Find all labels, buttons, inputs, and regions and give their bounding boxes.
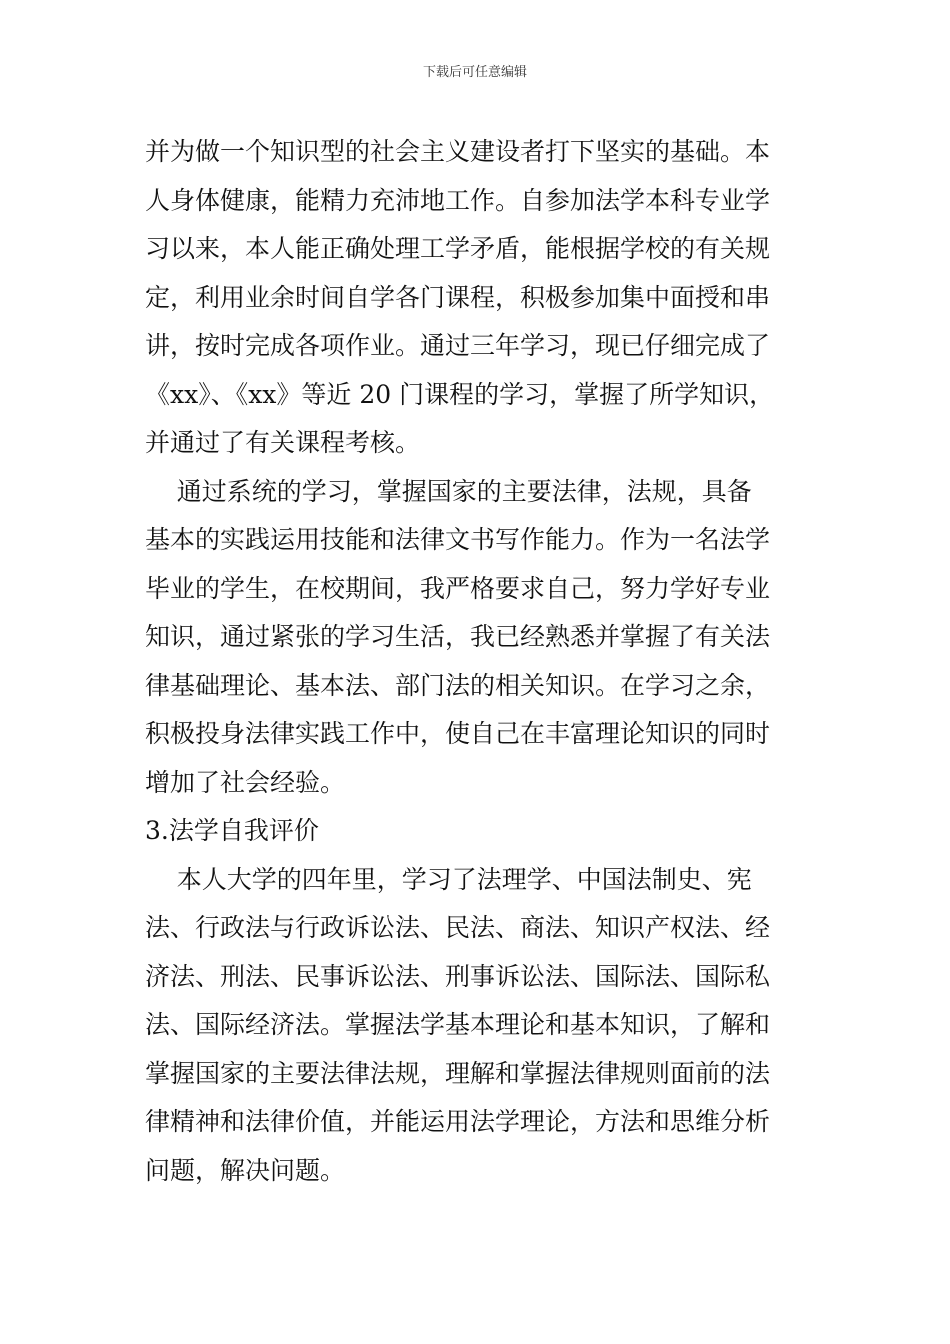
text-line: 习以来，本人能正确处理工学矛盾，能根据学校的有关规 — [145, 234, 771, 263]
text-line: 基本的实践运用技能和法律文书写作能力。作为一名法学 — [145, 525, 771, 554]
text-line: 毕业的学生，在校期间，我严格要求自己，努力学好专业 — [145, 573, 771, 603]
page-header: 下载后可任意编辑 — [422, 65, 527, 80]
text-line: 通过系统的学习，掌握国家的主要法律，法规，具备 — [145, 476, 752, 506]
document-body — [145, 128, 807, 1195]
text-line: 并为做一个知识型的社会主义建设者打下坚实的基础。本 — [145, 137, 771, 166]
text-line: 掌握国家的主要法律法规，理解和掌握法律规则面前的法 — [145, 1058, 771, 1088]
text-line: 律精神和法律价值，并能运用法学理论，方法和思维分析 — [145, 1107, 771, 1136]
text-line: 讲，按时完成各项作业。通过三年学习，现已仔细完成了 — [145, 331, 771, 360]
text-line: 本人大学的四年里，学习了法理学、中国法制史、宪 — [145, 864, 752, 894]
text-line: 增加了社会经验。 — [145, 767, 346, 797]
text-line: 律基础理论、基本法、部门法的相关知识。在学习之余， — [145, 670, 771, 700]
text-line: 《xx》、《xx》等近 20 门课程的学习，掌握了所学知识， — [145, 379, 775, 409]
text-line: 并通过了有关课程考核。 — [145, 428, 421, 457]
text-line: 法、行政法与行政诉讼法、民法、商法、知识产权法、经 — [145, 913, 771, 942]
text-line: 法、国际经济法。掌握法学基本理论和基本知识，了解和 — [145, 1010, 771, 1039]
text-line: 济法、刑法、民事诉讼法、刑事诉讼法、国际法、国际私 — [145, 961, 771, 991]
text-line: 问题，解决问题。 — [145, 1155, 346, 1185]
section-heading: 3.法学自我评价 — [145, 816, 319, 845]
text-line: 知识，通过紧张的学习生活，我已经熟悉并掌握了有关法 — [145, 622, 771, 651]
text-line: 积极投身法律实践工作中，使自己在丰富理论知识的同时 — [145, 719, 771, 748]
text-line: 定，利用业余时间自学各门课程，积极参加集中面授和串 — [145, 282, 771, 312]
text-line: 人身体健康，能精力充沛地工作。自参加法学本科专业学 — [145, 185, 771, 215]
